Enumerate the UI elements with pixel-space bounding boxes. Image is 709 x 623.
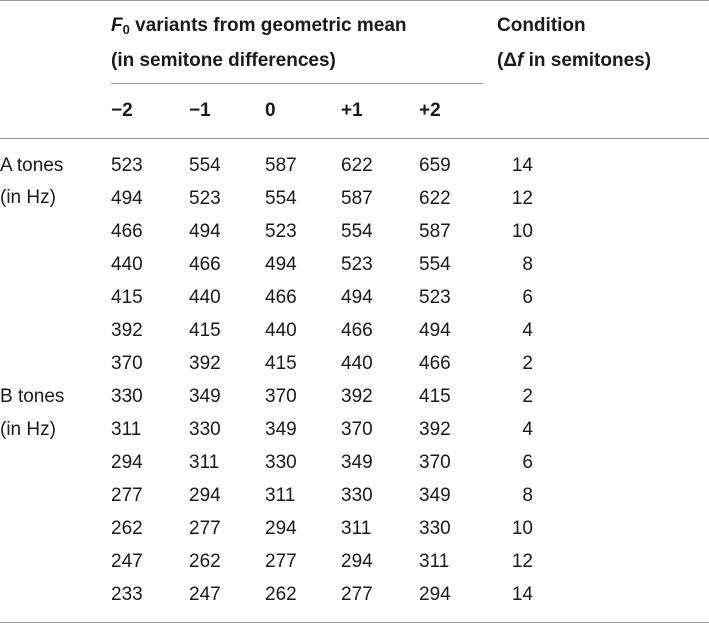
- table-cell: 523: [265, 221, 297, 242]
- group-label-a-line2: (in Hz): [0, 187, 56, 208]
- table-cell: 466: [265, 287, 297, 308]
- header-bottom-rule: [0, 138, 709, 139]
- column-header-plus2: +2: [419, 100, 441, 121]
- condition-cell: 10: [511, 221, 533, 242]
- table-cell: 440: [341, 353, 373, 374]
- group-label-a-line1: A tones: [0, 155, 64, 176]
- group-label-b-line2: (in Hz): [0, 419, 56, 440]
- table-cell: 311: [341, 518, 372, 539]
- column-header-plus1: +1: [341, 100, 363, 121]
- table-cell: 311: [265, 485, 296, 506]
- table-cell: 294: [265, 518, 297, 539]
- table-cell: 587: [341, 188, 373, 209]
- table-cell: 415: [189, 320, 221, 341]
- table-cell: 494: [189, 221, 221, 242]
- table-cell: 440: [265, 320, 297, 341]
- table-cell: 622: [341, 155, 373, 176]
- table-cell: 659: [419, 155, 451, 176]
- table-cell: 466: [341, 320, 373, 341]
- table-cell: 440: [189, 287, 221, 308]
- table-cell: 622: [419, 188, 451, 209]
- condition-header-line1: Condition: [497, 15, 586, 36]
- condition-cell: 14: [511, 584, 533, 605]
- table-cell: 277: [111, 485, 143, 506]
- table-cell: 466: [189, 254, 221, 275]
- table-cell: 330: [111, 386, 143, 407]
- condition-paren-open: (: [497, 50, 504, 71]
- table-cell: 247: [111, 551, 143, 572]
- table-cell: 349: [265, 419, 297, 440]
- condition-cell: 12: [511, 551, 533, 572]
- column-header-zero: 0: [265, 100, 276, 121]
- table-cell: 294: [419, 584, 451, 605]
- table-cell: 349: [419, 485, 451, 506]
- table-cell: 311: [419, 551, 450, 572]
- table-cell: 330: [419, 518, 451, 539]
- table-cell: 440: [111, 254, 143, 275]
- table-cell: 294: [111, 452, 143, 473]
- table-cell: 523: [111, 155, 143, 176]
- condition-header-line2: [497, 50, 651, 72]
- table-cell: 392: [341, 386, 373, 407]
- group-label-b-line1: B tones: [0, 386, 65, 407]
- top-rule: [0, 0, 709, 1]
- table-cell: 523: [341, 254, 373, 275]
- table-cell: 554: [189, 155, 221, 176]
- table-cell: 349: [189, 386, 221, 407]
- table-cell: 349: [341, 452, 373, 473]
- table-cell: 370: [265, 386, 297, 407]
- table-cell: 330: [341, 485, 373, 506]
- table-cell: 392: [189, 353, 221, 374]
- table-cell: 330: [265, 452, 297, 473]
- variants-header-text: variants from geometric mean: [129, 15, 407, 36]
- table-cell: 370: [419, 452, 451, 473]
- condition-cell: 14: [511, 155, 533, 176]
- table-cell: 277: [189, 518, 221, 539]
- table-cell: 262: [111, 518, 143, 539]
- condition-cell: 12: [511, 188, 533, 209]
- table-cell: 415: [265, 353, 297, 374]
- table-cell: 494: [419, 320, 451, 341]
- table-cell: 466: [419, 353, 451, 374]
- table-cell: 277: [265, 551, 297, 572]
- f0-symbol: F: [111, 15, 123, 36]
- table-cell: 262: [265, 584, 297, 605]
- table-cell: 370: [111, 353, 143, 374]
- table-cell: 494: [341, 287, 373, 308]
- condition-cell: 2: [522, 353, 533, 374]
- table-cell: 494: [111, 188, 143, 209]
- column-header-minus2: −2: [111, 100, 133, 121]
- table-cell: 466: [111, 221, 143, 242]
- table-cell: 415: [419, 386, 451, 407]
- table-cell: 370: [341, 419, 373, 440]
- table-cell: 494: [265, 254, 297, 275]
- table-cell: 294: [341, 551, 373, 572]
- f0-subscript: 0: [122, 22, 130, 37]
- condition-cell: 8: [522, 254, 533, 275]
- table-cell: 392: [419, 419, 451, 440]
- column-header-minus1: −1: [189, 100, 211, 121]
- table-cell: 262: [189, 551, 221, 572]
- table-cell: 311: [189, 452, 220, 473]
- condition-header-text: in semitones): [523, 50, 652, 71]
- condition-cell: 6: [522, 452, 533, 473]
- table-cell: 554: [419, 254, 451, 275]
- variants-header-line1: [111, 15, 407, 37]
- delta-symbol: Δ: [503, 50, 517, 71]
- table-cell: 294: [189, 485, 221, 506]
- table-cell: 392: [111, 320, 143, 341]
- table-cell: 277: [341, 584, 373, 605]
- table-cell: 554: [341, 221, 373, 242]
- variants-header-line2: (in semitone differences): [111, 50, 336, 71]
- table-cell: 523: [419, 287, 451, 308]
- condition-cell: 4: [522, 419, 533, 440]
- table-cell: 554: [265, 188, 297, 209]
- table-cell: 587: [265, 155, 297, 176]
- f-symbol: f: [516, 50, 524, 71]
- condition-cell: 10: [511, 518, 533, 539]
- condition-cell: 2: [522, 386, 533, 407]
- table-cell: 247: [189, 584, 221, 605]
- table-cell: 587: [419, 221, 451, 242]
- table-cell: 311: [111, 419, 142, 440]
- condition-cell: 4: [522, 320, 533, 341]
- table-cell: 233: [111, 584, 143, 605]
- table-cell: 330: [189, 419, 221, 440]
- condition-cell: 8: [522, 485, 533, 506]
- condition-cell: 6: [522, 287, 533, 308]
- table-cell: 523: [189, 188, 221, 209]
- table-cell: 415: [111, 287, 143, 308]
- variants-underline: [111, 83, 483, 84]
